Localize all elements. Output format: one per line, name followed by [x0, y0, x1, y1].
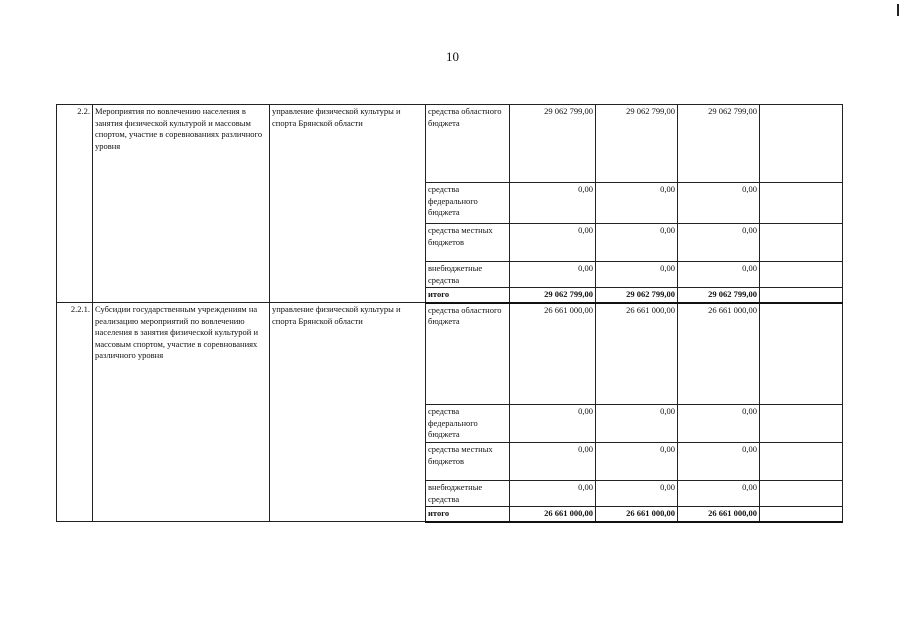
empty-cell [760, 443, 843, 481]
funding-source-label: средства местных бюджетов [426, 224, 510, 262]
total-amount: 29 062 799,00 [596, 288, 678, 303]
table-row [57, 303, 843, 405]
activity-name: Субсидии государственным учреждениям на реализацию мероприятий по вовлечению населения в занятия физической культурой и массовым спортом, участие в соревнованиях различного уровня [93, 303, 270, 522]
page-number: 10 [446, 49, 459, 64]
amount-cell: 0,00 [510, 262, 596, 288]
amount-cell: 0,00 [596, 262, 678, 288]
amount-cell: 0,00 [596, 405, 678, 443]
empty-cell [760, 224, 843, 262]
scan-edge-mark [897, 4, 899, 16]
empty-cell [760, 288, 843, 303]
funding-source-label: внебюджетные средства [426, 262, 510, 288]
amount-cell: 29 062 799,00 [678, 105, 760, 183]
funding-source-label: средства местных бюджетов [426, 443, 510, 481]
total-label: итого [426, 288, 510, 303]
amount-cell: 0,00 [596, 183, 678, 224]
funding-source-label: средства федерального бюджета [426, 405, 510, 443]
row-code: 2.2. [57, 105, 93, 303]
amount-cell: 0,00 [678, 443, 760, 481]
budget-table [56, 104, 843, 523]
funding-source-label: средства областного бюджета [426, 105, 510, 183]
total-amount: 26 661 000,00 [596, 507, 678, 522]
funding-source-label: средства федерального бюджета [426, 183, 510, 224]
amount-cell: 0,00 [510, 183, 596, 224]
table-row [57, 105, 843, 183]
amount-cell: 0,00 [510, 443, 596, 481]
amount-cell: 0,00 [678, 262, 760, 288]
funding-source-label: внебюджетные средства [426, 481, 510, 507]
empty-cell [760, 105, 843, 183]
empty-cell [760, 183, 843, 224]
amount-cell: 0,00 [596, 443, 678, 481]
empty-cell [760, 303, 843, 405]
total-amount: 29 062 799,00 [678, 288, 760, 303]
amount-cell: 26 661 000,00 [510, 303, 596, 405]
amount-cell: 26 661 000,00 [678, 303, 760, 405]
amount-cell: 0,00 [596, 481, 678, 507]
empty-cell [760, 481, 843, 507]
total-amount: 26 661 000,00 [678, 507, 760, 522]
amount-cell: 0,00 [510, 405, 596, 443]
amount-cell: 0,00 [678, 481, 760, 507]
total-amount: 29 062 799,00 [510, 288, 596, 303]
amount-cell: 0,00 [510, 224, 596, 262]
total-label: итого [426, 507, 510, 522]
amount-cell: 0,00 [678, 405, 760, 443]
amount-cell: 26 661 000,00 [596, 303, 678, 405]
amount-cell: 0,00 [596, 224, 678, 262]
amount-cell: 29 062 799,00 [596, 105, 678, 183]
activity-name: Мероприятия по вовлечению населения в занятия физической культурой и массовым спортом, участие в соревнованиях различного уровня [93, 105, 270, 303]
amount-cell: 0,00 [510, 481, 596, 507]
total-amount: 26 661 000,00 [510, 507, 596, 522]
executor-name: управление физической культуры и спорта Брянской области [270, 303, 426, 522]
empty-cell [760, 507, 843, 522]
amount-cell: 0,00 [678, 224, 760, 262]
amount-cell: 0,00 [678, 183, 760, 224]
empty-cell [760, 405, 843, 443]
funding-source-label: средства областного бюджета [426, 303, 510, 405]
executor-name: управление физической культуры и спорта Брянской области [270, 105, 426, 303]
empty-cell [760, 262, 843, 288]
row-code: 2.2.1. [57, 303, 93, 522]
amount-cell: 29 062 799,00 [510, 105, 596, 183]
